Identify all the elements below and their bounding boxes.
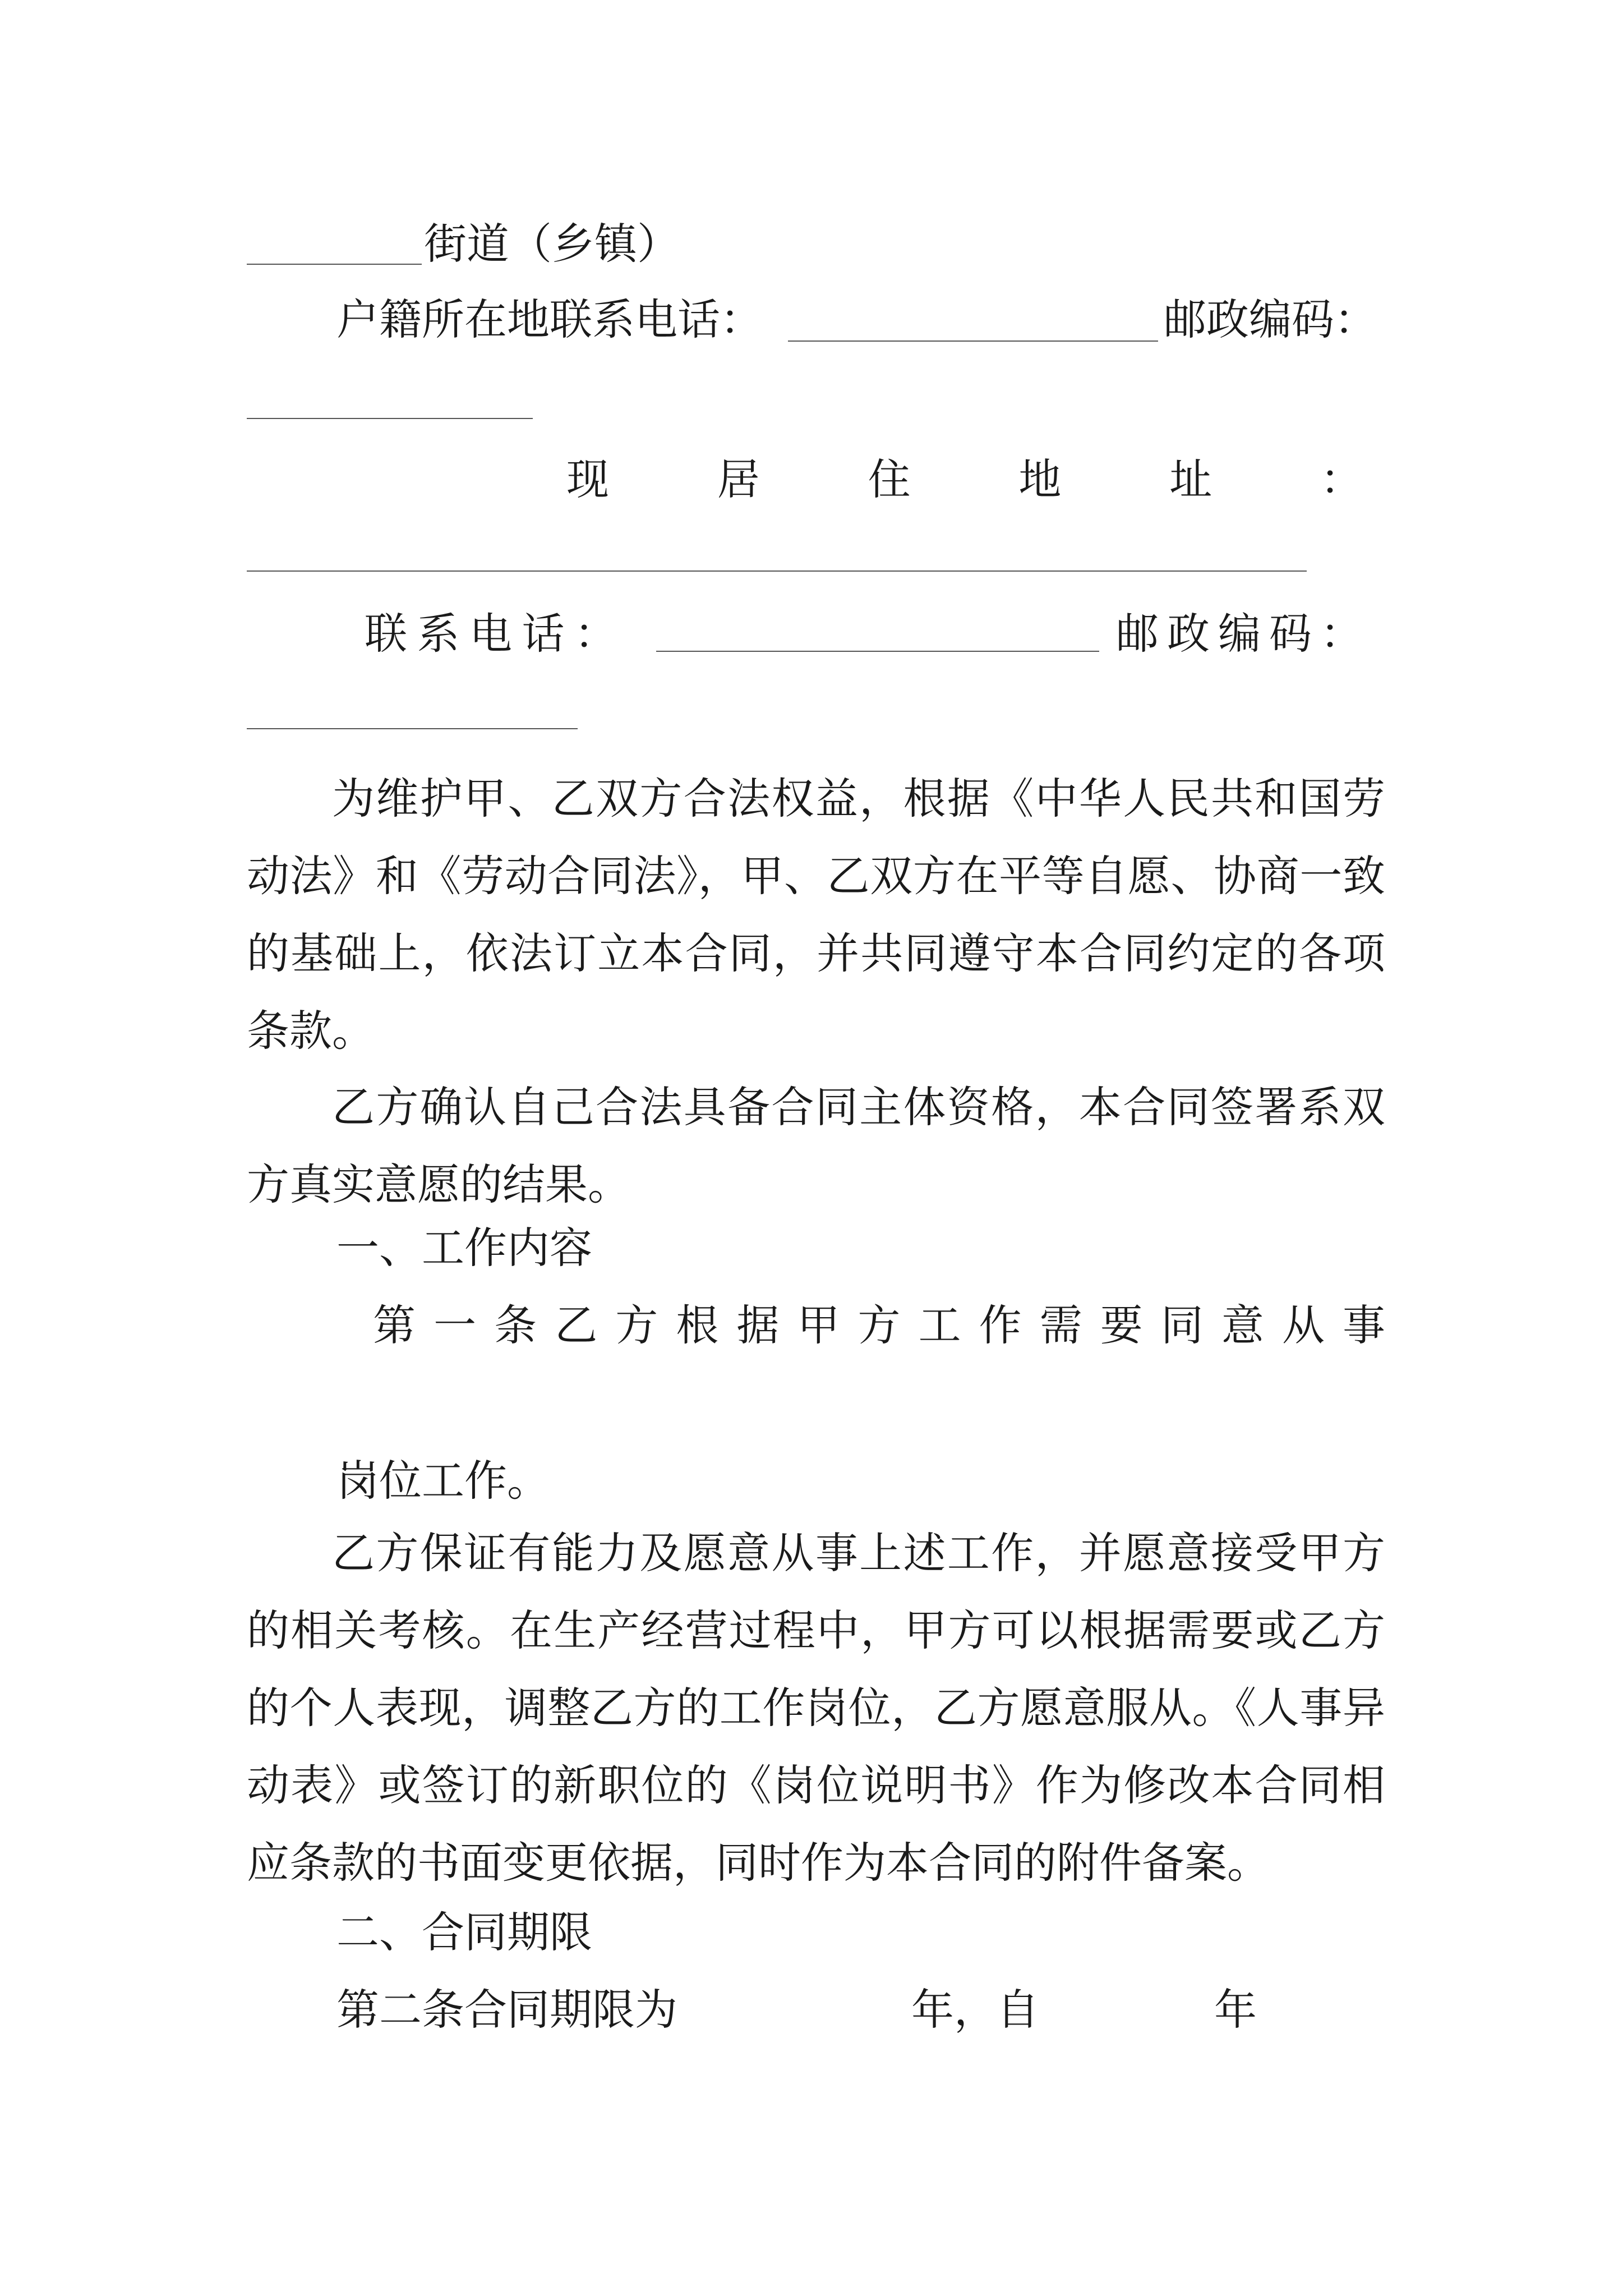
article-1-char: 作 bbox=[979, 1300, 1022, 1350]
article-2-year: 年，自 bbox=[911, 1985, 1039, 2035]
section-2-title: 二、合同期限 bbox=[336, 1907, 592, 1957]
postcode-char: 邮 bbox=[1116, 609, 1159, 659]
postcode-blank-2[interactable] bbox=[247, 728, 578, 729]
residence-address-label bbox=[566, 454, 1363, 505]
article-2-lead: 第二条合同期限为 bbox=[336, 1985, 677, 2035]
street-label: 街道（乡镇） bbox=[424, 219, 680, 269]
residence-char: 住 bbox=[868, 454, 911, 504]
contact-phone-blank[interactable] bbox=[656, 651, 1099, 652]
postcode-char: 码 bbox=[1269, 609, 1312, 659]
article-1-char: 事 bbox=[1343, 1300, 1385, 1350]
guarantee-paragraph: 乙方保证有能力及愿意从事上述工作，并愿意接受甲方的相关考核。在生产经营过程中，甲方可以根据需要或乙方的个人表现，调整乙方的工作岗位，乙方愿意服从。《人事异动表》或签订的新职位的《岗位说明书》作为修改本合同相应条款的书面变更依据，同时作为本合同的附件备案。 bbox=[247, 1528, 1385, 1888]
residence-char: 居 bbox=[717, 454, 760, 504]
hukou-phone-blank[interactable] bbox=[788, 341, 1158, 342]
residence-char: 现 bbox=[566, 454, 609, 504]
residence-char: 址 bbox=[1169, 454, 1212, 504]
article-1-line bbox=[373, 1300, 1385, 1351]
postcode-char: ： bbox=[1320, 609, 1363, 659]
article-1-char: 甲 bbox=[797, 1300, 840, 1350]
article-1-char: 需 bbox=[1039, 1300, 1082, 1350]
postcode-blank-1[interactable] bbox=[247, 418, 533, 419]
article-1-char: 意 bbox=[1221, 1300, 1264, 1350]
residence-char: 地 bbox=[1018, 454, 1062, 504]
contact-phone-label bbox=[365, 609, 617, 659]
article-1-char: 第 bbox=[373, 1300, 416, 1350]
confirm-paragraph: 乙方确认自己合法具备合同主体资格，本合同签署系双方真实意愿的结果。 bbox=[247, 1082, 1385, 1209]
residence-address-blank[interactable] bbox=[247, 570, 1307, 572]
contact-phone-char: 电 bbox=[469, 609, 512, 659]
article-1-char: 条 bbox=[494, 1300, 537, 1350]
hukou-phone-label: 户籍所在地联系电话： bbox=[336, 295, 763, 344]
article-1-char: 工 bbox=[918, 1300, 961, 1350]
residence-char: ： bbox=[1320, 454, 1363, 504]
postcode-char: 编 bbox=[1218, 609, 1261, 659]
contact-phone-char: ： bbox=[574, 609, 617, 659]
postcode-label-2 bbox=[1116, 609, 1363, 659]
article-1-char: 从 bbox=[1281, 1300, 1325, 1350]
article-1-tail: 岗位工作。 bbox=[336, 1456, 550, 1506]
article-1-char: 乙 bbox=[555, 1300, 598, 1350]
postcode-label-1: 邮政编码： bbox=[1164, 295, 1377, 344]
article-1-char: 一 bbox=[434, 1300, 477, 1350]
purpose-paragraph: 为维护甲、乙双方合法权益，根据《中华人民共和国劳动法》和《劳动合同法》，甲、乙双方在平等自愿、协商一致的基础上，依法订立本合同，并共同遵守本合同约定的各项条款。 bbox=[247, 774, 1385, 1056]
article-1-char: 同 bbox=[1160, 1300, 1204, 1350]
article-1-char: 方 bbox=[615, 1300, 658, 1350]
contact-phone-char: 话 bbox=[522, 609, 565, 659]
article-1-char: 要 bbox=[1100, 1300, 1143, 1350]
section-1-title: 一、工作内容 bbox=[336, 1223, 592, 1273]
article-1-char: 方 bbox=[857, 1300, 901, 1350]
street-blank[interactable] bbox=[247, 264, 422, 265]
article-1-char: 据 bbox=[736, 1300, 780, 1350]
contact-phone-char: 系 bbox=[417, 609, 460, 659]
article-1-char: 根 bbox=[676, 1300, 719, 1350]
postcode-char: 政 bbox=[1167, 609, 1210, 659]
contact-phone-char: 联 bbox=[365, 609, 407, 659]
article-2-year-2: 年 bbox=[1214, 1985, 1257, 2035]
